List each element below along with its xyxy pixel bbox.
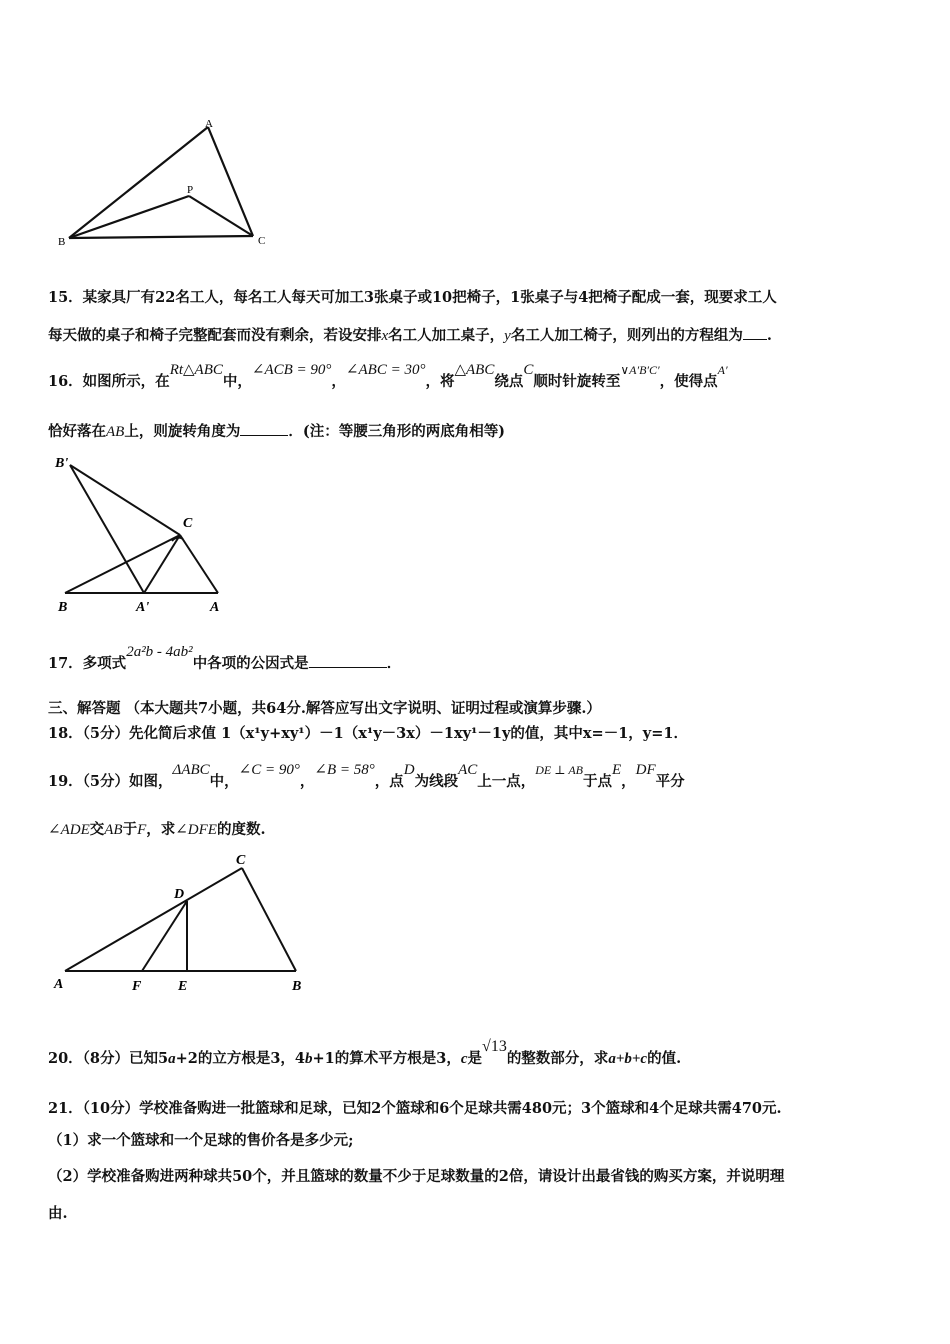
q17-t1: 17．多项式 <box>48 655 127 672</box>
var-y: y <box>504 328 511 344</box>
q20-t3: +1的算术平方根是3， <box>312 1050 461 1067</box>
q16-t3: ， <box>331 373 346 390</box>
q20-b: b <box>305 1051 313 1067</box>
q17-expr: 2a²b - 4ab² <box>126 644 193 660</box>
q19-t1: 19．（5分）如图， <box>48 773 173 790</box>
label-b-19: B <box>292 979 302 994</box>
q19-m5: AC <box>458 762 478 778</box>
q19-t3: ， <box>299 773 315 790</box>
q19-m6: DE ⊥ AB <box>535 763 583 777</box>
q19-l2t3: ，求 <box>146 821 176 838</box>
q21-line1: 21．（10分）学校准备购进一批篮球和足球，已知2个篮球和6个足球共需480元；3个篮球和4个足球共需470元. <box>48 1100 782 1117</box>
q20-line <box>48 1038 682 1068</box>
q19-m4: D <box>403 762 415 778</box>
figure-triangle-apc <box>55 115 280 250</box>
label-c: C <box>258 235 266 247</box>
answer-blank-q17[interactable] <box>309 655 387 668</box>
q19-t9: 平分 <box>655 773 685 790</box>
q20-t6: 的值. <box>647 1050 682 1067</box>
q16-m6: ∨A′B′C′ <box>620 363 660 377</box>
q21-line2: （1）求一个篮球和一个足球的售价各是多少元; <box>48 1132 354 1149</box>
q15-text-b: 名工人加工桌子， <box>388 327 505 344</box>
q16-t6: 顺时针旋转至 <box>533 373 621 390</box>
q19-t2: 中， <box>209 773 239 790</box>
q19-l2t4: 的度数. <box>216 821 266 838</box>
q16-t5: 绕点 <box>494 373 524 390</box>
label-f-19: F <box>132 979 142 994</box>
q19-t4: ，点 <box>374 773 404 790</box>
q19-l2m4: ∠DFE <box>175 822 217 838</box>
q19-l2t2: 于 <box>122 821 138 838</box>
label-a-prime: A' <box>136 600 150 615</box>
q18-line: 18．（5分）先化简后求值 1（x¹y+xy¹）－1（x¹y－3x）－1xy¹－1y的值，其中x=－1，y=1． <box>48 725 688 742</box>
q19-l2m2: AB <box>104 822 123 838</box>
q16-l2b: 上，则旋转角度为 <box>124 423 241 440</box>
q19-m2: ∠C = 90° <box>238 762 300 778</box>
q19-m8: DF <box>635 762 656 778</box>
label-a-19: A <box>54 977 64 992</box>
q16-t2: 中， <box>222 373 252 390</box>
q20-t5: 的整数部分，求 <box>506 1050 609 1067</box>
q20-c: c <box>460 1051 468 1067</box>
q16-m8: AB <box>106 424 125 440</box>
q16-t4: ，将 <box>425 373 455 390</box>
label-a-16: A <box>210 600 220 615</box>
label-c-16: C <box>183 516 193 531</box>
label-a: A <box>205 118 213 130</box>
answer-blank-q15[interactable] <box>743 327 767 340</box>
q19-t6: 上一点， <box>477 773 536 790</box>
q19-l2m3: F <box>137 822 147 838</box>
q16-m3: ∠ABC = 30° <box>345 362 426 378</box>
q16-m5: C <box>523 362 534 378</box>
q20-t2: +2的立方根是3，4 <box>175 1050 306 1067</box>
answer-blank-q16[interactable] <box>240 423 288 436</box>
q17-end: ． <box>386 655 402 672</box>
q16-line2 <box>48 420 505 441</box>
q19-line1 <box>48 762 685 791</box>
q15-end: . <box>766 327 772 344</box>
q20-expr: a+b+c <box>608 1051 648 1067</box>
q19-t8: ， <box>621 773 636 790</box>
q19-l2t1: 交 <box>89 821 105 838</box>
q19-t7: 于点 <box>582 773 612 790</box>
q16-l2a: 恰好落在 <box>48 423 106 440</box>
q15-line2 <box>48 324 772 345</box>
q16-m1: Rt△ABC <box>169 362 223 378</box>
label-b: B <box>58 236 66 248</box>
sqrt-13: √13 <box>482 1038 507 1055</box>
q15-text-c: 名工人加工椅子，则列出的方程组为 <box>510 327 743 344</box>
q19-m3: ∠B = 58° <box>314 762 375 778</box>
q15-line1: 15．某家具厂有22名工人，每名工人每天可加工3张桌子或10把椅子，1张桌子与4把椅子配成一套，现要求工人 <box>48 289 777 306</box>
q20-a: a <box>168 1051 176 1067</box>
q19-t5: 为线段 <box>414 773 459 790</box>
figure-rotation <box>50 453 235 618</box>
q20-t4: 是 <box>467 1050 483 1067</box>
var-x: x <box>381 328 389 344</box>
q19-line2 <box>48 818 266 839</box>
q19-m7: E <box>611 762 622 778</box>
label-d-19: D <box>174 887 185 902</box>
label-b-prime: B' <box>55 456 69 471</box>
section-3-heading: 三、解答题 （本大题共7小题，共64分.解答应写出文字说明、证明过程或演算步骤.） <box>48 700 601 717</box>
q20-t1: 20．（8分）已知5 <box>48 1050 169 1067</box>
q16-m4: △ABC <box>454 362 495 378</box>
q16-t7: ，使得点 <box>659 373 718 390</box>
label-c-19: C <box>236 853 246 868</box>
q19-m1: ΔABC <box>172 762 210 778</box>
q21-line4: 由. <box>48 1205 68 1222</box>
q17-t2: 中各项的公因式是 <box>192 655 309 672</box>
q19-l2m1: ∠ADE <box>48 822 90 838</box>
q16-m2: ∠ACB = 90° <box>251 362 332 378</box>
label-b-16: B <box>58 600 68 615</box>
label-p: P <box>187 184 194 196</box>
q17-line <box>48 644 402 673</box>
q16-l2c: ．(注：等腰三角形的两底角相等) <box>288 423 506 440</box>
label-e-19: E <box>178 979 188 994</box>
q16-m7: A′ <box>717 363 728 377</box>
q16-t1: 16．如图所示，在 <box>48 373 170 390</box>
q15-text-a: 每天做的桌子和椅子完整配套而没有剩余，若设安排 <box>48 327 382 344</box>
q16-line1 <box>48 362 728 391</box>
figure-triangle-adfe <box>50 848 315 998</box>
q21-line3: （2）学校准备购进两种球共50个，并且篮球的数量不少于足球数量的2倍，请设计出最省钱的购买方案，并说明理 <box>48 1168 785 1185</box>
